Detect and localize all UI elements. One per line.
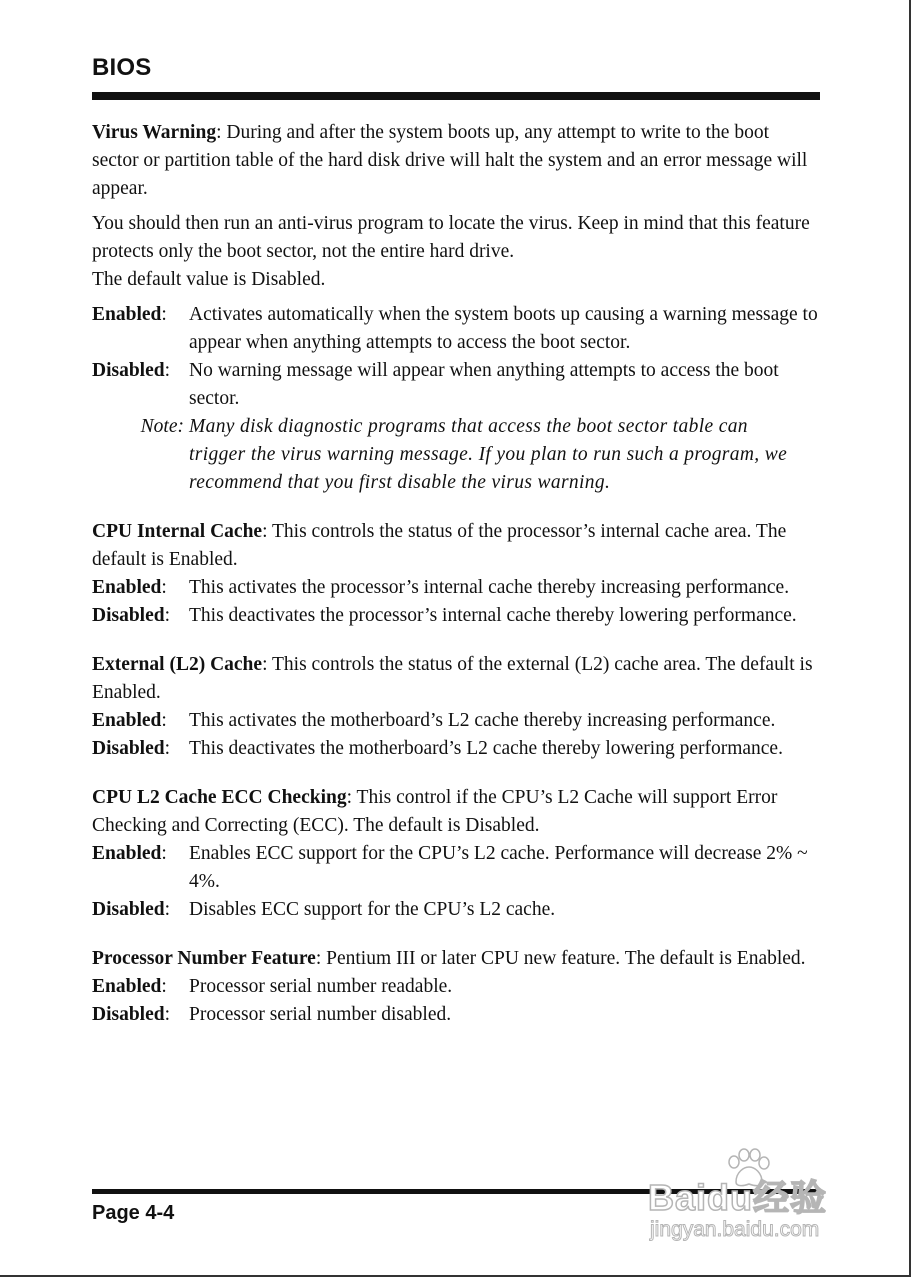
baidu-watermark xyxy=(640,1140,870,1250)
header-rule xyxy=(92,92,820,100)
l2-cache-enabled-option: Enabled: This activates the motherboard’s L2 cache thereby increasing performance. xyxy=(92,707,820,735)
note-label: Note: xyxy=(140,416,184,437)
option-description: Processor serial number disabled. xyxy=(189,1004,452,1025)
virus-note xyxy=(92,413,820,497)
cpu-cache-intro xyxy=(92,518,820,574)
virus-warning-default: The default value is Disabled. xyxy=(92,269,326,290)
virus-warning-advice: You should then run an anti-virus program to locate the virus. Keep in mind that this feature protects only the boot sector, not the entire hard drive. xyxy=(92,213,810,262)
option-label: Enabled xyxy=(92,710,162,731)
cpu-cache-description: : This controls the status of the processor’s internal cache area. The default is Enabled. xyxy=(92,521,787,570)
processor-number-section xyxy=(92,945,820,1029)
option-label: Enabled xyxy=(92,577,162,598)
content xyxy=(92,119,820,1029)
external-l2-cache-section xyxy=(92,651,820,763)
option-description: Enables ECC support for the CPU’s L2 cache. Performance will decrease 2% ~ 4%. xyxy=(189,843,808,892)
ecc-checking-section xyxy=(92,784,820,924)
option-description: Activates automatically when the system boots up causing a warning message to appear when anything attempts to access the boot sector. xyxy=(189,304,818,353)
l2-cache-description: : This controls the status of the external (L2) cache area. The default is Enabled. xyxy=(92,654,813,703)
virus-warning-section xyxy=(92,119,820,497)
watermark-brand: Baidu经验 xyxy=(648,1177,828,1218)
virus-warning-intro xyxy=(92,119,820,203)
cpu-cache-enabled-option: Enabled: This activates the processor’s internal cache thereby increasing performance. xyxy=(92,574,820,602)
cpu-cache-disabled-option: Disabled: This deactivates the processor’s internal cache thereby lowering performance. xyxy=(92,602,820,630)
option-description: This activates the processor’s internal cache thereby increasing performance. xyxy=(189,577,790,598)
option-label: Disabled xyxy=(92,1004,165,1025)
option-label: Enabled xyxy=(92,304,162,325)
virus-warning-title: Virus Warning xyxy=(92,122,217,143)
psn-intro xyxy=(92,945,820,973)
option-description: This activates the motherboard’s L2 cache thereby increasing performance. xyxy=(189,710,776,731)
psn-disabled-option: Disabled: Processor serial number disabled. xyxy=(92,1001,820,1029)
psn-description: : Pentium III or later CPU new feature. The default is Enabled. xyxy=(315,948,806,969)
option-description: This deactivates the motherboard’s L2 cache thereby lowering performance. xyxy=(189,738,783,759)
ecc-description: : This control if the CPU’s L2 Cache will support Error Checking and Correcting (ECC). The default is Disabled. xyxy=(92,787,778,836)
option-label: Enabled xyxy=(92,976,162,997)
ecc-enabled-option: Enabled: Enables ECC support for the CPU’s L2 cache. Performance will decrease 2% ~ 4%. xyxy=(92,840,820,896)
ecc-intro xyxy=(92,784,820,840)
option-label: Disabled xyxy=(92,605,165,626)
ecc-disabled-option: Disabled: Disables ECC support for the CPU’s L2 cache. xyxy=(92,896,820,924)
page-number: Page 4-4 xyxy=(92,1202,175,1224)
psn-enabled-option: Enabled: Processor serial number readable. xyxy=(92,973,820,1001)
option-label: Enabled xyxy=(92,843,162,864)
l2-cache-title: External (L2) Cache xyxy=(92,654,263,675)
cpu-internal-cache-section xyxy=(92,518,820,630)
l2-cache-disabled-option: Disabled: This deactivates the motherboard’s L2 cache thereby lowering performance. xyxy=(92,735,820,763)
cpu-cache-title: CPU Internal Cache xyxy=(92,521,263,542)
virus-enabled-option: Enabled: Activates automatically when the system boots up causing a warning message to appear when anything attempts to access the boot sector. xyxy=(92,301,820,357)
option-description: Disables ECC support for the CPU’s L2 cache. xyxy=(189,899,556,920)
virus-warning-description: : During and after the system boots up, any attempt to write to the boot sector or partition table of the hard disk drive will halt the system and an error message will appear. xyxy=(92,122,808,199)
note-text: Many disk diagnostic programs that access the boot sector table can trigger the virus warning message. If you plan to run such a program, we recommend that you first disable the virus warning. xyxy=(189,416,788,493)
header-title: BIOS xyxy=(92,54,152,81)
option-label: Disabled xyxy=(92,899,165,920)
watermark-url: jingyan.baidu.com xyxy=(650,1218,820,1241)
psn-title: Processor Number Feature xyxy=(92,948,316,969)
option-description: This deactivates the processor’s internal cache thereby lowering performance. xyxy=(189,605,797,626)
l2-cache-intro xyxy=(92,651,820,707)
option-label: Disabled xyxy=(92,360,165,381)
option-label: Disabled xyxy=(92,738,165,759)
virus-disabled-option: Disabled: No warning message will appear when anything attempts to access the boot sector. xyxy=(92,357,820,413)
option-description: Processor serial number readable. xyxy=(189,976,453,997)
ecc-title: CPU L2 Cache ECC Checking xyxy=(92,787,347,808)
option-description: No warning message will appear when anything attempts to access the boot sector. xyxy=(189,360,779,409)
